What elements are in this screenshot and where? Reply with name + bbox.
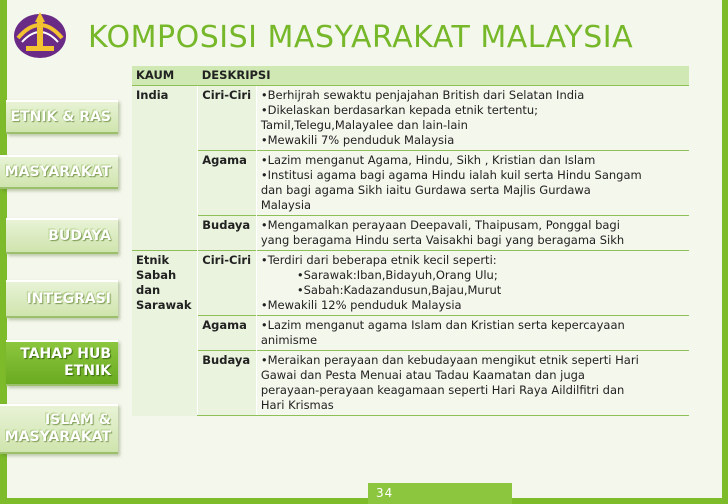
aspek-cell: Ciri-Ciri [198,251,257,316]
uitm-logo-icon [12,8,68,60]
table-row [132,351,689,416]
page-number: 34 [368,483,512,504]
nav-budaya-button[interactable] [6,218,118,254]
desc-line: Tamil,Telegu,Malayalee dan lain-lain [260,118,468,132]
description-cell [256,151,689,216]
header-kaum: KAUM [132,66,198,86]
desc-line: •Dikelaskan berdasarkan kepada etnik tertentu; [260,103,539,117]
page-title: KOMPOSISI MASYARAKAT MALAYSIA [88,20,634,55]
bottom-frame-bar [0,498,728,504]
table-row [132,251,689,316]
kaum-label: Sabah [136,268,177,282]
table-row [132,216,689,251]
desc-line: •Mewakili 12% penduduk Malaysia [260,298,462,312]
nav-masyarakat-button[interactable] [0,155,118,189]
desc-line: perayaan-perayaan keagamaan seperti Hari Raya Aildilfitri dan [260,383,625,397]
desc-line: •Mengamalkan perayaan Deepavali, Thaipusam, Ponggal bagi [260,218,620,232]
description-cell [256,251,689,316]
nav-label: BUDAYA [48,227,111,244]
desc-line: animisme [260,333,318,347]
nav-label: ETNIK & RAS [10,108,111,125]
nav-integrasi-button[interactable] [6,280,118,318]
kaum-cell-india [132,86,198,251]
table-row [132,151,689,216]
description-cell [256,216,689,251]
desc-line: Malaysia [260,198,312,212]
table-row [132,86,689,151]
kaum-label: Sarawak [136,298,192,312]
desc-line: •Lazim menganut agama Islam dan Kristian serta kepercayaan [260,318,625,332]
desc-line: •Mewakili 7% penduduk Malaysia [260,133,455,147]
header-deskripsi: DESKRIPSI [198,66,689,86]
aspek-cell: Budaya [198,216,257,251]
description-cell [256,316,689,351]
desc-line-indented: •Sarawak:Iban,Bidayuh,Orang Ulu; [296,268,498,282]
nav-label-line2: ETNIK [64,363,111,379]
description-cell [256,86,689,151]
desc-line: dan bagi agama Sikh iaitu Gurdawa serta Majlis Gurdawa [260,183,591,197]
nav-label-line1: ISLAM & [44,412,111,428]
table-row [132,316,689,351]
desc-line-indented: •Sabah:Kadazandusun,Bajau,Murut [296,283,502,297]
desc-line: •Institusi agama bagi agama Hindu ialah kuil serta Hindu Sangam [260,168,642,182]
kaum-label: India [136,88,169,102]
kaum-label: dan [136,283,161,297]
aspek-cell: Agama [198,316,257,351]
desc-line: yang beragama Hindu serta Vaisakhi bagi yang beragama Sikh [260,233,625,247]
nav-label-line1: TAHAP HUB [20,346,111,362]
aspek-cell: Budaya [198,351,257,416]
description-cell [256,351,689,416]
right-frame-bar [722,0,728,504]
desc-line: Gawai dan Pesta Menuai atau Tadau Kaamatan dan juga [260,368,585,382]
kaum-label: Etnik [136,253,170,267]
ethnic-composition-table [132,66,689,416]
nav-islam-masyarakat-button[interactable] [0,404,118,454]
nav-label-line2: MASYARAKAT [4,429,111,445]
aspek-cell: Ciri-Ciri [198,86,257,151]
desc-line: •Lazim menganut Agama, Hindu, Sikh , Kristian dan Islam [260,153,596,167]
table-header-row [132,66,689,86]
desc-line: Hari Krismas [260,398,334,412]
nav-label: MASYARAKAT [4,163,111,180]
kaum-cell-sabah-sarawak [132,251,198,416]
aspek-cell: Agama [198,151,257,216]
nav-etnik-ras-button[interactable] [6,100,118,134]
desc-line: •Meraikan perayaan dan kebudayaan mengikut etnik seperti Hari [260,353,639,367]
nav-tahap-hub-etnik-button[interactable] [6,340,118,386]
desc-line: •Berhijrah sewaktu penjajahan British dari Selatan India [260,88,585,102]
nav-label: INTEGRASI [26,290,111,307]
desc-line: •Terdiri dari beberapa etnik kecil seperti: [260,253,497,267]
